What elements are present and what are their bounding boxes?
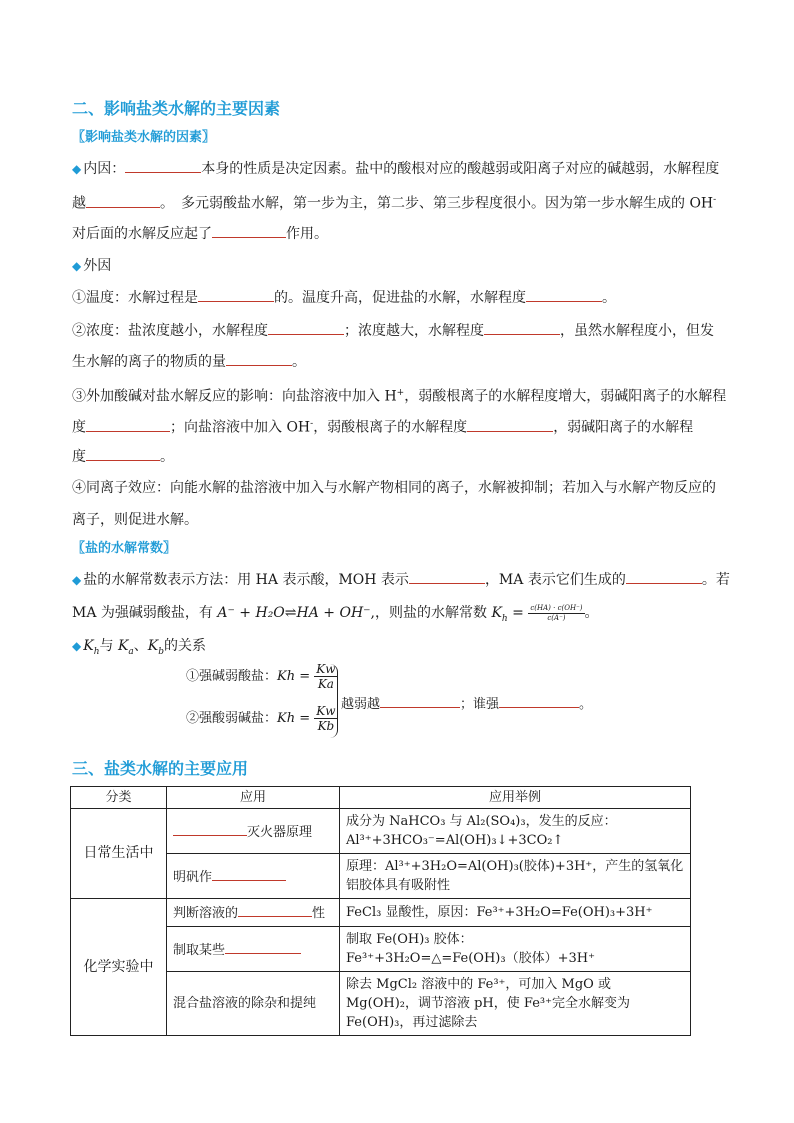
header-category: 分类 xyxy=(71,787,167,809)
relation-row-2: ②强酸弱碱盐：Kh = $\frac{Kw}{Kb}$ xyxy=(186,704,336,733)
section3-title: 三、盐类水解的主要应用 xyxy=(72,759,249,778)
acid-base-line3: 度 。 xyxy=(72,446,174,467)
relation-title: ◆ $K_h$与 $K_a$、$K_b$的关系 xyxy=(72,638,207,657)
diamond-bullet-icon: ◆ xyxy=(72,573,82,587)
blank-acid-2[interactable] xyxy=(467,417,553,432)
blank-internal-3[interactable] xyxy=(212,223,286,238)
concentration-line2: 生水解的离子的物质的量 。 xyxy=(72,351,306,372)
right-brace xyxy=(330,664,338,738)
example-cell: 成分为 NaHCO₃ 与 Al₂(SO₄)₃，发生的反应： Al³⁺+3HCO₃⁻=Al(OH)₃↓+3CO₂↑ xyxy=(340,809,691,854)
constant-line1: ◆ 盐的水解常数表示方法：用 HA 表示酸，MOH 表示 ，MA 表示它们生成的 。若 xyxy=(72,569,730,590)
applications-table xyxy=(70,786,691,1036)
application-cell: 灭火器原理 xyxy=(167,809,340,854)
relation-row-1: ①强碱弱酸盐：Kh = $\frac{Kw}{Ka}$ xyxy=(186,662,336,691)
header-example: 应用举例 xyxy=(340,787,691,809)
blank-table-4[interactable] xyxy=(225,939,301,954)
blank-internal-1[interactable] xyxy=(125,158,201,173)
blank-acid-1[interactable] xyxy=(86,417,170,432)
internal-line1: ◆ 内因： 本身的性质是决定因素。盐中的酸根对应的酸越弱或阳离子对应的碱越弱，水解程度 xyxy=(72,158,719,179)
blank-constant-2[interactable] xyxy=(626,569,702,584)
application-cell: 制取某些 xyxy=(167,927,340,972)
example-cell: FeCl₃ 显酸性，原因：Fe³⁺+3H₂O=Fe(OH)₃+3H⁺ xyxy=(340,899,691,927)
section2-title: 二、影响盐类水解的主要因素 xyxy=(72,99,281,118)
common-ion-line1: ④同离子效应：向能水解的盐溶液中加入与水解产物相同的离子，水解被抑制；若加入与水解产物反应的 xyxy=(72,480,716,496)
category-lab: 化学实验中 xyxy=(71,899,167,1036)
application-cell: 判断溶液的 性 xyxy=(167,899,340,927)
blank-internal-2[interactable] xyxy=(86,193,160,208)
hydrolysis-equation: A⁻ + H₂O⇌HA + OH⁻ xyxy=(217,605,371,621)
application-cell: 明矾作 xyxy=(167,854,340,899)
acid-base-line2: 度 ；向盐溶液中加入 OH-，弱酸根离子的水解程度 ，弱碱阳离子的水解程 xyxy=(72,414,693,438)
temperature-line: ①温度：水解过程是 的。温度升高，促进盐的水解，水解程度 。 xyxy=(72,287,616,308)
blank-acid-3[interactable] xyxy=(86,446,160,461)
table-row xyxy=(71,899,691,927)
kw-ka-fraction: $\frac{Kw}{Ka}$ xyxy=(316,662,336,691)
internal-line3: 对后面的水解反应起了 作用。 xyxy=(72,223,328,244)
concentration-line1: ②浓度：盐浓度越小，水解程度 ；浓度越大，水解程度 ，虽然水解程度小，但发 xyxy=(72,320,714,341)
table-header-row xyxy=(71,787,691,809)
category-daily-life: 日常生活中 xyxy=(71,809,167,899)
constant-line2: MA 为强碱弱酸盐，有 A⁻ + H₂O⇌HA + OH⁻,，则盐的水解常数 $K_h$ = $\frac{c(HA) \cdot c(OH^-)}{c(A^-)}$ 。 xyxy=(72,603,599,624)
blank-constant-1[interactable] xyxy=(409,569,485,584)
blank-table-1[interactable] xyxy=(173,821,247,836)
external-heading: ◆ 外因 xyxy=(72,258,112,274)
diamond-bullet-icon: ◆ xyxy=(72,259,82,273)
blank-conc-1[interactable] xyxy=(268,320,344,335)
blank-conc-2[interactable] xyxy=(484,320,560,335)
blank-relation-2[interactable] xyxy=(499,693,579,708)
relation-rule: 越弱越 ；谁强 。 xyxy=(341,693,592,712)
table-row xyxy=(71,809,691,854)
example-cell: 制取 Fe(OH)₃ 胶体： Fe³⁺+3H₂O=△=Fe(OH)₃（胶体）+3H⁺ xyxy=(340,927,691,972)
kw-kb-fraction: $\frac{Kw}{Kb}$ xyxy=(316,704,336,733)
internal-line2: 越 。 多元弱酸盐水解，第一步为主，第二步、第三步程度很小。因为第一步水解生成的 OH- xyxy=(72,190,716,214)
blank-table-2[interactable] xyxy=(212,866,286,881)
subsection-constant-title: 〖盐的水解常数〗 xyxy=(72,541,177,556)
kh-fraction: $\frac{c(HA) \cdot c(OH^-)}{c(A^-)}$ xyxy=(530,603,583,622)
common-ion-line2: 离子，则促进水解。 xyxy=(72,512,198,528)
subsection-factors-title: 〖影响盐类水解的因素〗 xyxy=(72,130,216,145)
example-cell: 原理：Al³⁺+3H₂O=Al(OH)₃(胶体)+3H⁺，产生的氢氧化铝胶体具有吸附性 xyxy=(340,854,691,899)
blank-table-3[interactable] xyxy=(238,902,312,917)
blank-conc-3[interactable] xyxy=(226,351,292,366)
header-application: 应用 xyxy=(167,787,340,809)
acid-base-line1: ③外加酸碱对盐水解反应的影响：向盐溶液中加入 H+，弱酸根离子的水解程度增大，弱碱阳离子的水解程 xyxy=(72,388,727,405)
blank-relation-1[interactable] xyxy=(380,693,460,708)
blank-temp-2[interactable] xyxy=(526,287,602,302)
diamond-bullet-icon: ◆ xyxy=(72,639,82,653)
diamond-bullet-icon: ◆ xyxy=(72,162,82,176)
application-cell: 混合盐溶液的除杂和提纯 xyxy=(167,972,340,1036)
example-cell: 除去 MgCl₂ 溶液中的 Fe³⁺，可加入 MgO 或 Mg(OH)₂，调节溶液 pH，使 Fe³⁺完全水解变为 Fe(OH)₃，再过滤除去 xyxy=(340,972,691,1036)
blank-temp-1[interactable] xyxy=(198,287,274,302)
